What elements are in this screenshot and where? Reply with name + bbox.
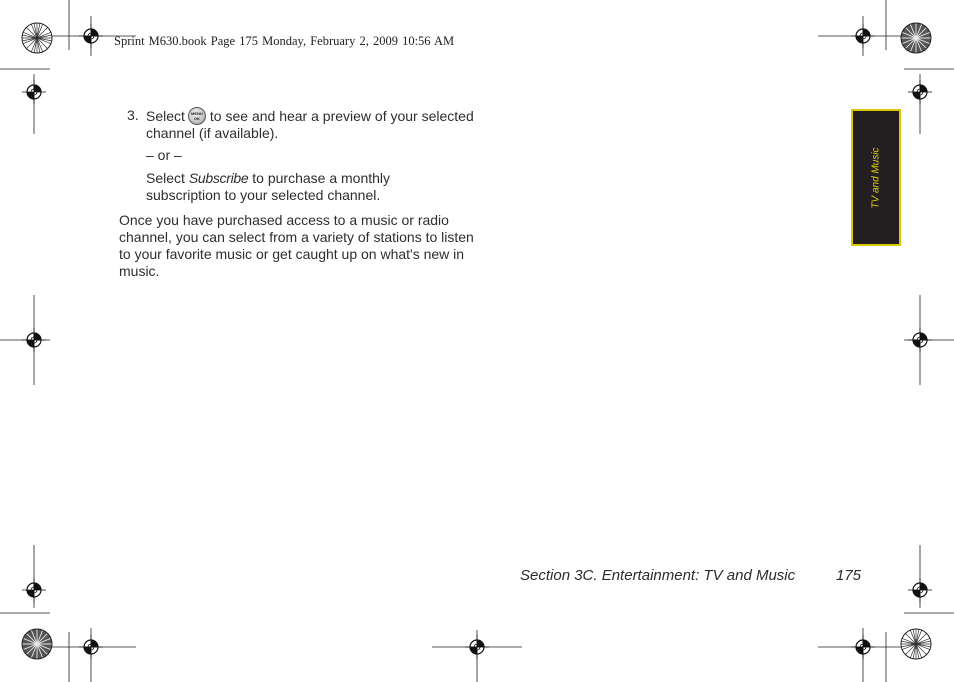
starburst-target-icon [22, 23, 52, 53]
registration-crosshair-icon [79, 24, 103, 48]
footer-section-title: Section 3C. Entertainment: TV and Music [520, 567, 796, 584]
starburst-target-icon [901, 629, 931, 659]
or-separator: – or – [146, 147, 182, 163]
book-header: Sprint M630.book Page 175 Monday, February 2, 2009 10:56 AM [114, 34, 455, 48]
starburst-target-icon [901, 23, 931, 53]
registration-crosshair-icon [908, 80, 932, 104]
registration-crosshair-icon [908, 328, 932, 352]
menu-ok-key-icon: MENU OK [188, 107, 206, 125]
registration-crosshair-icon [851, 635, 875, 659]
page-number: 175 [836, 567, 862, 584]
registration-crosshair-icon [22, 80, 46, 104]
registration-crosshair-icon [22, 328, 46, 352]
preview-text: to see and hear a preview of your selected channel (if available). [146, 108, 474, 141]
page-footer [520, 567, 862, 584]
registration-crosshair-icon [908, 578, 932, 602]
subscribe-text: to purchase a monthly subscription to your selected channel. [146, 170, 391, 203]
step-instruction-preview [146, 107, 476, 142]
side-tab-label: TV and Music [870, 146, 882, 209]
step-number: 3. [127, 107, 139, 123]
select-word: Select [146, 170, 185, 186]
step-instruction-subscribe [146, 170, 446, 204]
select-word: Select [146, 108, 185, 124]
section-side-tab [851, 109, 901, 246]
starburst-target-icon [22, 629, 52, 659]
registration-crosshair-icon [851, 24, 875, 48]
registration-crosshair-icon [79, 635, 103, 659]
body-paragraph: Once you have purchased access to a music or radio channel, you can select from a variety of stations to listen to your favorite music or get caught up on what's new in music. [119, 212, 474, 279]
subscribe-option: Subscribe [188, 170, 249, 186]
registration-crosshair-icon [22, 578, 46, 602]
registration-crosshair-icon [465, 635, 489, 659]
